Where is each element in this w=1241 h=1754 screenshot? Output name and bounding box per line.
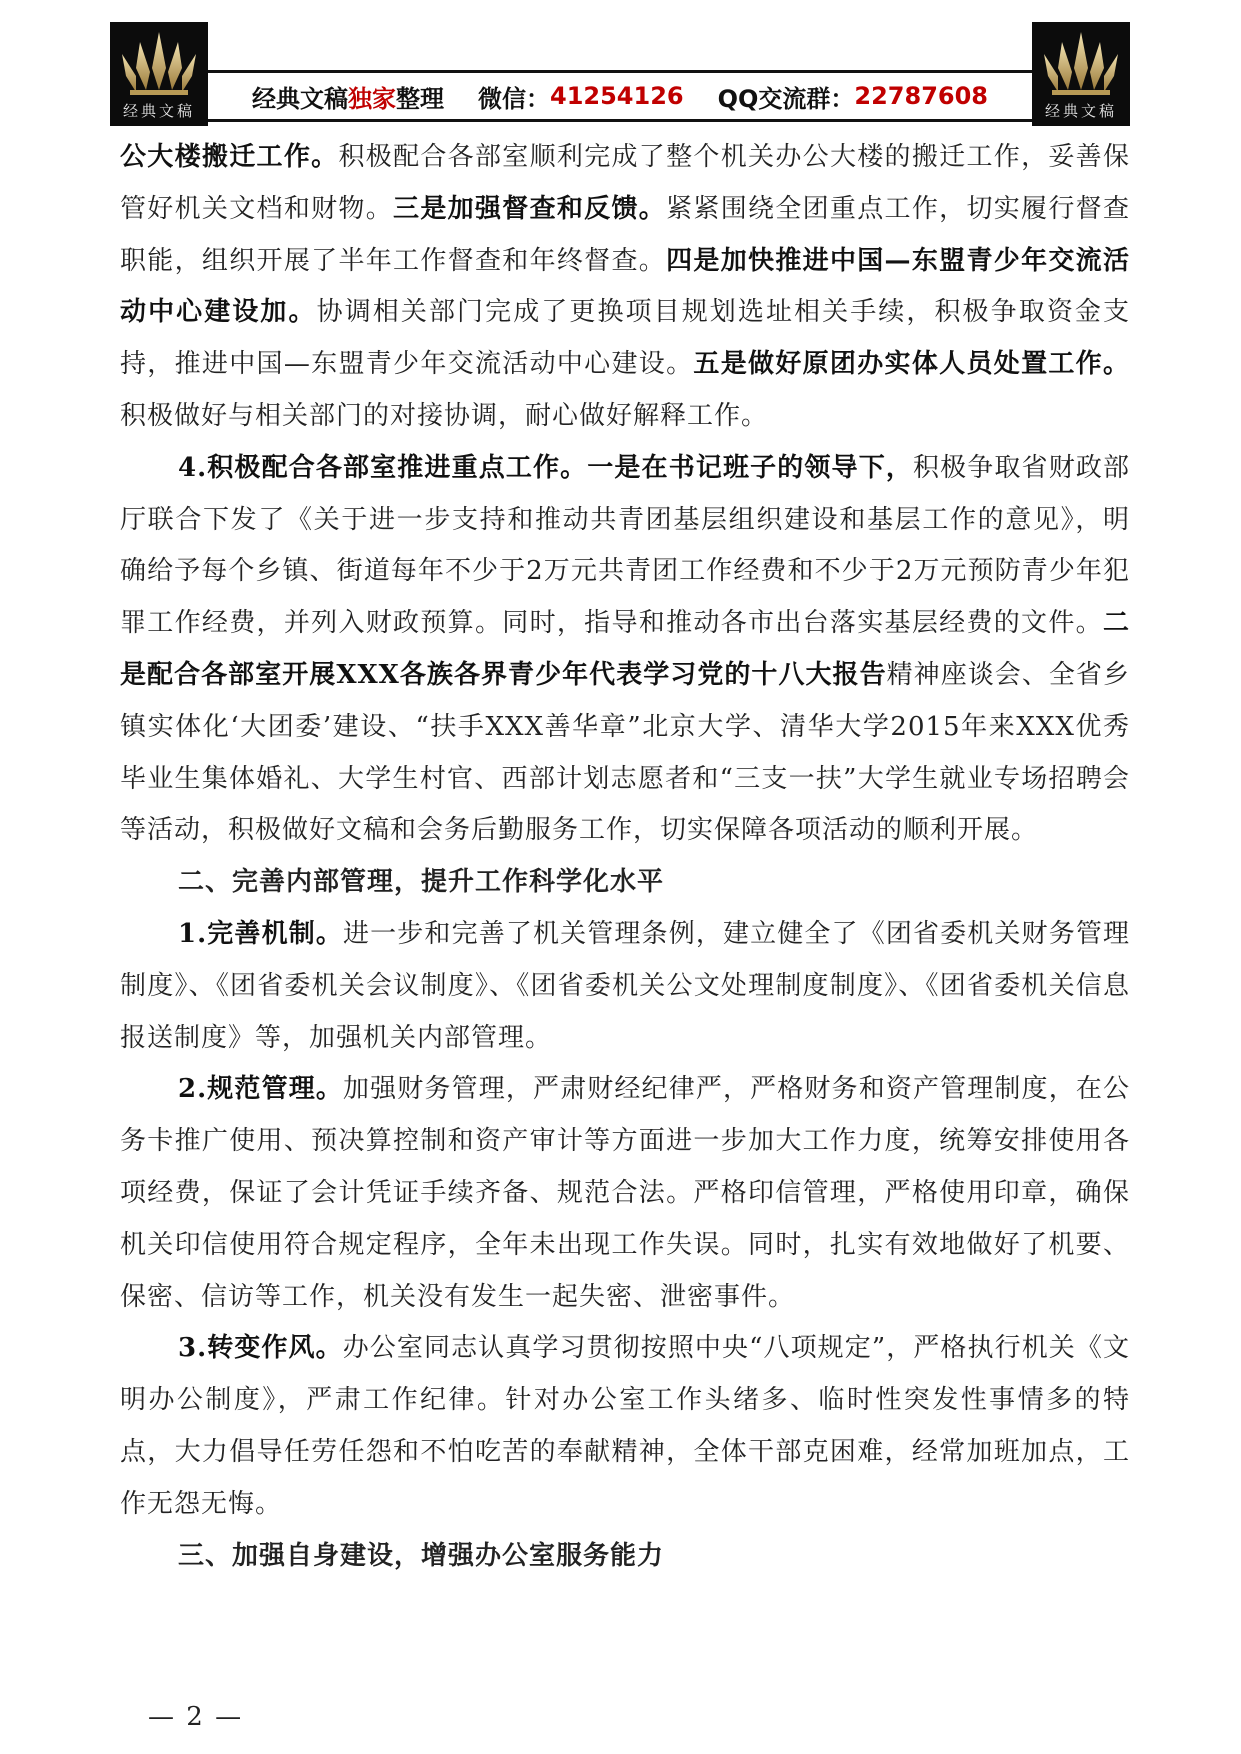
wechat-number: 41254126 — [550, 82, 684, 110]
pen-crown-icon — [1038, 28, 1124, 100]
header-title-suffix: 整理 — [396, 84, 444, 113]
bold-text: 2.规范管理。 — [178, 1074, 343, 1105]
document-body — [120, 132, 1130, 1582]
paragraph — [120, 909, 1130, 1064]
page-number: — 2 — — [148, 1702, 244, 1732]
bold-text: 三是加强督查和反馈。 — [393, 193, 667, 224]
header-title — [252, 79, 444, 114]
paragraph — [120, 1323, 1130, 1530]
wechat-label: 微信： — [478, 84, 550, 113]
body-text: 精神座谈会、全省乡镇实体化‘大团委’建设、“扶手XXX善华章”北京大学、清华大学2015年来XXX优秀毕业生集体婚礼、大学生村官、西部计划志愿者和“三支一扶”大学生就业专场招聘会等活动，积极做好文稿和会务后勤服务工作，切实保障各项活动的顺利开展。 — [120, 659, 1130, 846]
logo-text: 经典文稿 — [1044, 102, 1117, 120]
bold-text: 二是配合各部室开展XXX各族各界青少年代表学习党的十八大报告 — [120, 608, 1130, 690]
paragraph — [120, 1064, 1130, 1323]
header-title-prefix: 经典文稿 — [252, 84, 348, 113]
bold-text: 四是加快推进中国—东盟青少年交流活动中心建设加。 — [120, 245, 1130, 328]
bold-text: 五是做好原团办实体人员处置工作。 — [693, 349, 1130, 380]
logo-left — [110, 22, 208, 126]
logo-text: 经典文稿 — [122, 102, 195, 120]
body-text: 加强财务管理，严肃财经纪律严，严格财务和资产管理制度，在公务卡推广使用、预决算控制和资产审计等方面进一步加大工作力度，统筹安排使用各项经费，保证了会计凭证手续齐备、规范合法。严格印信管理，严格使用印章，确保机关印信使用符合规定程序，全年未出现工作失误。同时，扎实有效地做好了机要、保密、信访等工作，机关没有发生一起失密、泄密事件。 — [120, 1074, 1130, 1312]
qq-label: QQ交流群： — [717, 84, 855, 113]
paragraph — [120, 132, 1130, 443]
header-banner — [208, 70, 1032, 122]
body-text: 进一步和完善了机关管理条例，建立健全了《团省委机关财务管理制度》、《团省委机关会议制度》、《团省委机关公文处理制度制度》、《团省委机关信息报送制度》等，加强机关内部管理。 — [120, 918, 1130, 1053]
bold-text: 3.转变作风。 — [178, 1333, 343, 1364]
paragraph — [120, 443, 1130, 857]
bold-text: 1.完善机制。 — [178, 918, 343, 949]
body-text: 紧紧围绕全团重点工作，切实履行督查职能，组织开展了半年工作督查和年终督查。 — [120, 193, 1130, 276]
body-text: 积极做好与相关部门的对接协调，耐心做好解释工作。 — [120, 400, 769, 431]
body-text: 积极争取省财政部厅联合下发了《关于进一步支持和推动共青团基层组织建设和基层工作的意见》，明确给予每个乡镇、街道每年不少于2万元共青团工作经费和不少于2万元预防青少年犯罪工作经费，并列入财政预算。同时，指导和推动各市出台落实基层经费的文件。 — [120, 452, 1130, 639]
body-text: 协调相关部门完成了更换项目规划选址相关手续，积极争取资金支持，推进中国—东盟青少年交流活动中心建设。 — [120, 297, 1130, 380]
header-title-highlight: 独家 — [348, 84, 396, 113]
bold-text: 公大楼搬迁工作。 — [120, 142, 339, 172]
section-heading: 三、加强自身建设，增强办公室服务能力 — [178, 1540, 665, 1571]
body-text: 办公室同志认真学习贯彻按照中央“八项规定”，严格执行机关《文明办公制度》，严肃工作纪律。针对办公室工作头绪多、临时性突发性事情多的特点，大力倡导任劳任怨和不怕吃苦的奉献精神，全体干部克困难，经常加班加点，工作无怨无悔。 — [120, 1333, 1130, 1519]
pen-crown-icon — [116, 28, 202, 100]
bold-text: 4.积极配合各部室推进重点工作。一是在书记班子的领导下， — [178, 452, 913, 483]
body-text: 积极配合各部室顺利完成了整个机关办公大楼的搬迁工作，妥善保管好机关文档和财物。 — [120, 142, 1130, 224]
qq-number: 22787608 — [854, 82, 988, 110]
logo-right — [1032, 22, 1130, 126]
section-heading: 二、完善内部管理，提升工作科学化水平 — [178, 867, 665, 898]
